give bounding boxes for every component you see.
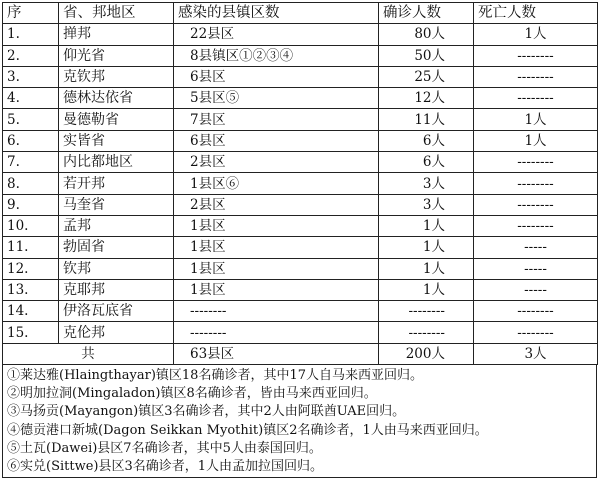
row-confirmed: 1人	[379, 258, 474, 279]
row-counties: 1县区	[174, 258, 379, 279]
row-index: 15.	[3, 322, 59, 343]
row-deaths: --------	[474, 88, 598, 109]
row-confirmed: 1人	[379, 215, 474, 236]
row-counties: 6县区	[174, 130, 379, 151]
header-index: 序	[3, 3, 59, 24]
table-row	[3, 130, 598, 151]
row-region: 克耶邦	[59, 279, 174, 300]
row-deaths: --------	[474, 152, 598, 173]
row-index: 11.	[3, 237, 59, 258]
table-body	[3, 24, 598, 343]
row-region: 曼德勒省	[59, 109, 174, 130]
row-region: 实皆省	[59, 130, 174, 151]
table-row	[3, 66, 598, 87]
table-row	[3, 152, 598, 173]
row-counties: 1县区	[174, 215, 379, 236]
row-deaths: 1人	[474, 24, 598, 45]
row-region: 克钦邦	[59, 66, 174, 87]
row-counties: 5县区⑤	[174, 88, 379, 109]
table-row	[3, 237, 598, 258]
row-region: 若开邦	[59, 173, 174, 194]
row-region: 德林达依省	[59, 88, 174, 109]
table-row	[3, 322, 598, 343]
row-region: 钦邦	[59, 258, 174, 279]
row-counties: 8县镇区①②③④	[174, 45, 379, 66]
row-index: 8.	[3, 173, 59, 194]
row-confirmed: 12人	[379, 88, 474, 109]
total-confirmed: 200人	[379, 343, 474, 364]
table-row	[3, 279, 598, 300]
table-row	[3, 194, 598, 215]
row-counties: --------	[174, 322, 379, 343]
row-region: 伊洛瓦底省	[59, 301, 174, 322]
footnote-3: ③马扬贡(Mayangon)镇区3名确诊者，其中2人由阿联酋UAE回归。	[7, 404, 406, 420]
row-counties: --------	[174, 301, 379, 322]
footnotes	[2, 365, 597, 478]
row-index: 2.	[3, 45, 59, 66]
row-confirmed: --------	[379, 322, 474, 343]
row-confirmed: 25人	[379, 66, 474, 87]
row-index: 6.	[3, 130, 59, 151]
row-confirmed: 6人	[379, 130, 474, 151]
row-deaths: --------	[474, 322, 598, 343]
row-region: 仰光省	[59, 45, 174, 66]
table-row	[3, 301, 598, 322]
row-index: 12.	[3, 258, 59, 279]
row-counties: 22县区	[174, 24, 379, 45]
footnote-2: ②明加拉洞(Mingaladon)镇区8名确诊者，皆由马来西亚回归。	[7, 386, 377, 402]
row-index: 7.	[3, 152, 59, 173]
header-confirmed: 确诊人数	[379, 3, 474, 24]
row-counties: 2县区	[174, 194, 379, 215]
row-index: 13.	[3, 279, 59, 300]
row-counties: 7县区	[174, 109, 379, 130]
row-deaths: -----	[474, 237, 598, 258]
row-deaths: --------	[474, 45, 598, 66]
total-row	[3, 343, 598, 364]
row-counties: 1县区	[174, 237, 379, 258]
row-deaths: --------	[474, 194, 598, 215]
table-header-row	[3, 3, 598, 24]
row-index: 10.	[3, 215, 59, 236]
table-row	[3, 45, 598, 66]
row-region: 克伦邦	[59, 322, 174, 343]
header-deaths: 死亡人数	[474, 3, 598, 24]
row-deaths: 1人	[474, 130, 598, 151]
row-region: 掸邦	[59, 24, 174, 45]
row-confirmed: --------	[379, 301, 474, 322]
row-counties: 1县区⑥	[174, 173, 379, 194]
header-region: 省、邦地区	[59, 3, 174, 24]
row-counties: 6县区	[174, 66, 379, 87]
row-region: 勃固省	[59, 237, 174, 258]
footnote-6: ⑥实兑(Sittwe)县区3名确诊者，1人由孟加拉国回归。	[7, 459, 324, 475]
row-index: 1.	[3, 24, 59, 45]
row-deaths: -----	[474, 258, 598, 279]
table-row	[3, 24, 598, 45]
row-confirmed: 1人	[379, 237, 474, 258]
row-index: 4.	[3, 88, 59, 109]
row-deaths: --------	[474, 215, 598, 236]
total-label: 共	[3, 343, 174, 364]
total-deaths: 3人	[474, 343, 598, 364]
row-deaths: -----	[474, 279, 598, 300]
row-index: 3.	[3, 66, 59, 87]
row-confirmed: 50人	[379, 45, 474, 66]
row-counties: 2县区	[174, 152, 379, 173]
row-confirmed: 11人	[379, 109, 474, 130]
table-row	[3, 173, 598, 194]
row-confirmed: 3人	[379, 173, 474, 194]
row-region: 马奎省	[59, 194, 174, 215]
row-region: 内比都地区	[59, 152, 174, 173]
row-deaths: 1人	[474, 109, 598, 130]
table-row	[3, 215, 598, 236]
row-deaths: --------	[474, 301, 598, 322]
row-confirmed: 6人	[379, 152, 474, 173]
table-row	[3, 109, 598, 130]
footnote-4: ④德贡港口新城(Dagon Seikkan Myothit)镇区2名确诊者，1人由马来西亚回归。	[7, 422, 488, 438]
row-index: 5.	[3, 109, 59, 130]
footnote-5: ⑤土瓦(Dawei)县区7名确诊者，其中5人由泰国回归。	[7, 440, 322, 456]
covid-statistics-sheet	[2, 2, 597, 478]
row-index: 14.	[3, 301, 59, 322]
header-counties: 感染的县镇区数	[174, 3, 379, 24]
total-counties: 63县区	[174, 343, 379, 364]
footnote-1: ①莱达雅(Hlaingthayar)镇区18名确诊者，其中17人自马来西亚回归。	[7, 368, 423, 384]
row-deaths: --------	[474, 173, 598, 194]
region-case-table	[2, 2, 598, 365]
row-index: 9.	[3, 194, 59, 215]
table-row	[3, 258, 598, 279]
row-confirmed: 3人	[379, 194, 474, 215]
row-confirmed: 1人	[379, 279, 474, 300]
table-row	[3, 88, 598, 109]
row-counties: 1县区	[174, 279, 379, 300]
row-deaths: --------	[474, 66, 598, 87]
row-confirmed: 80人	[379, 24, 474, 45]
row-region: 孟邦	[59, 215, 174, 236]
